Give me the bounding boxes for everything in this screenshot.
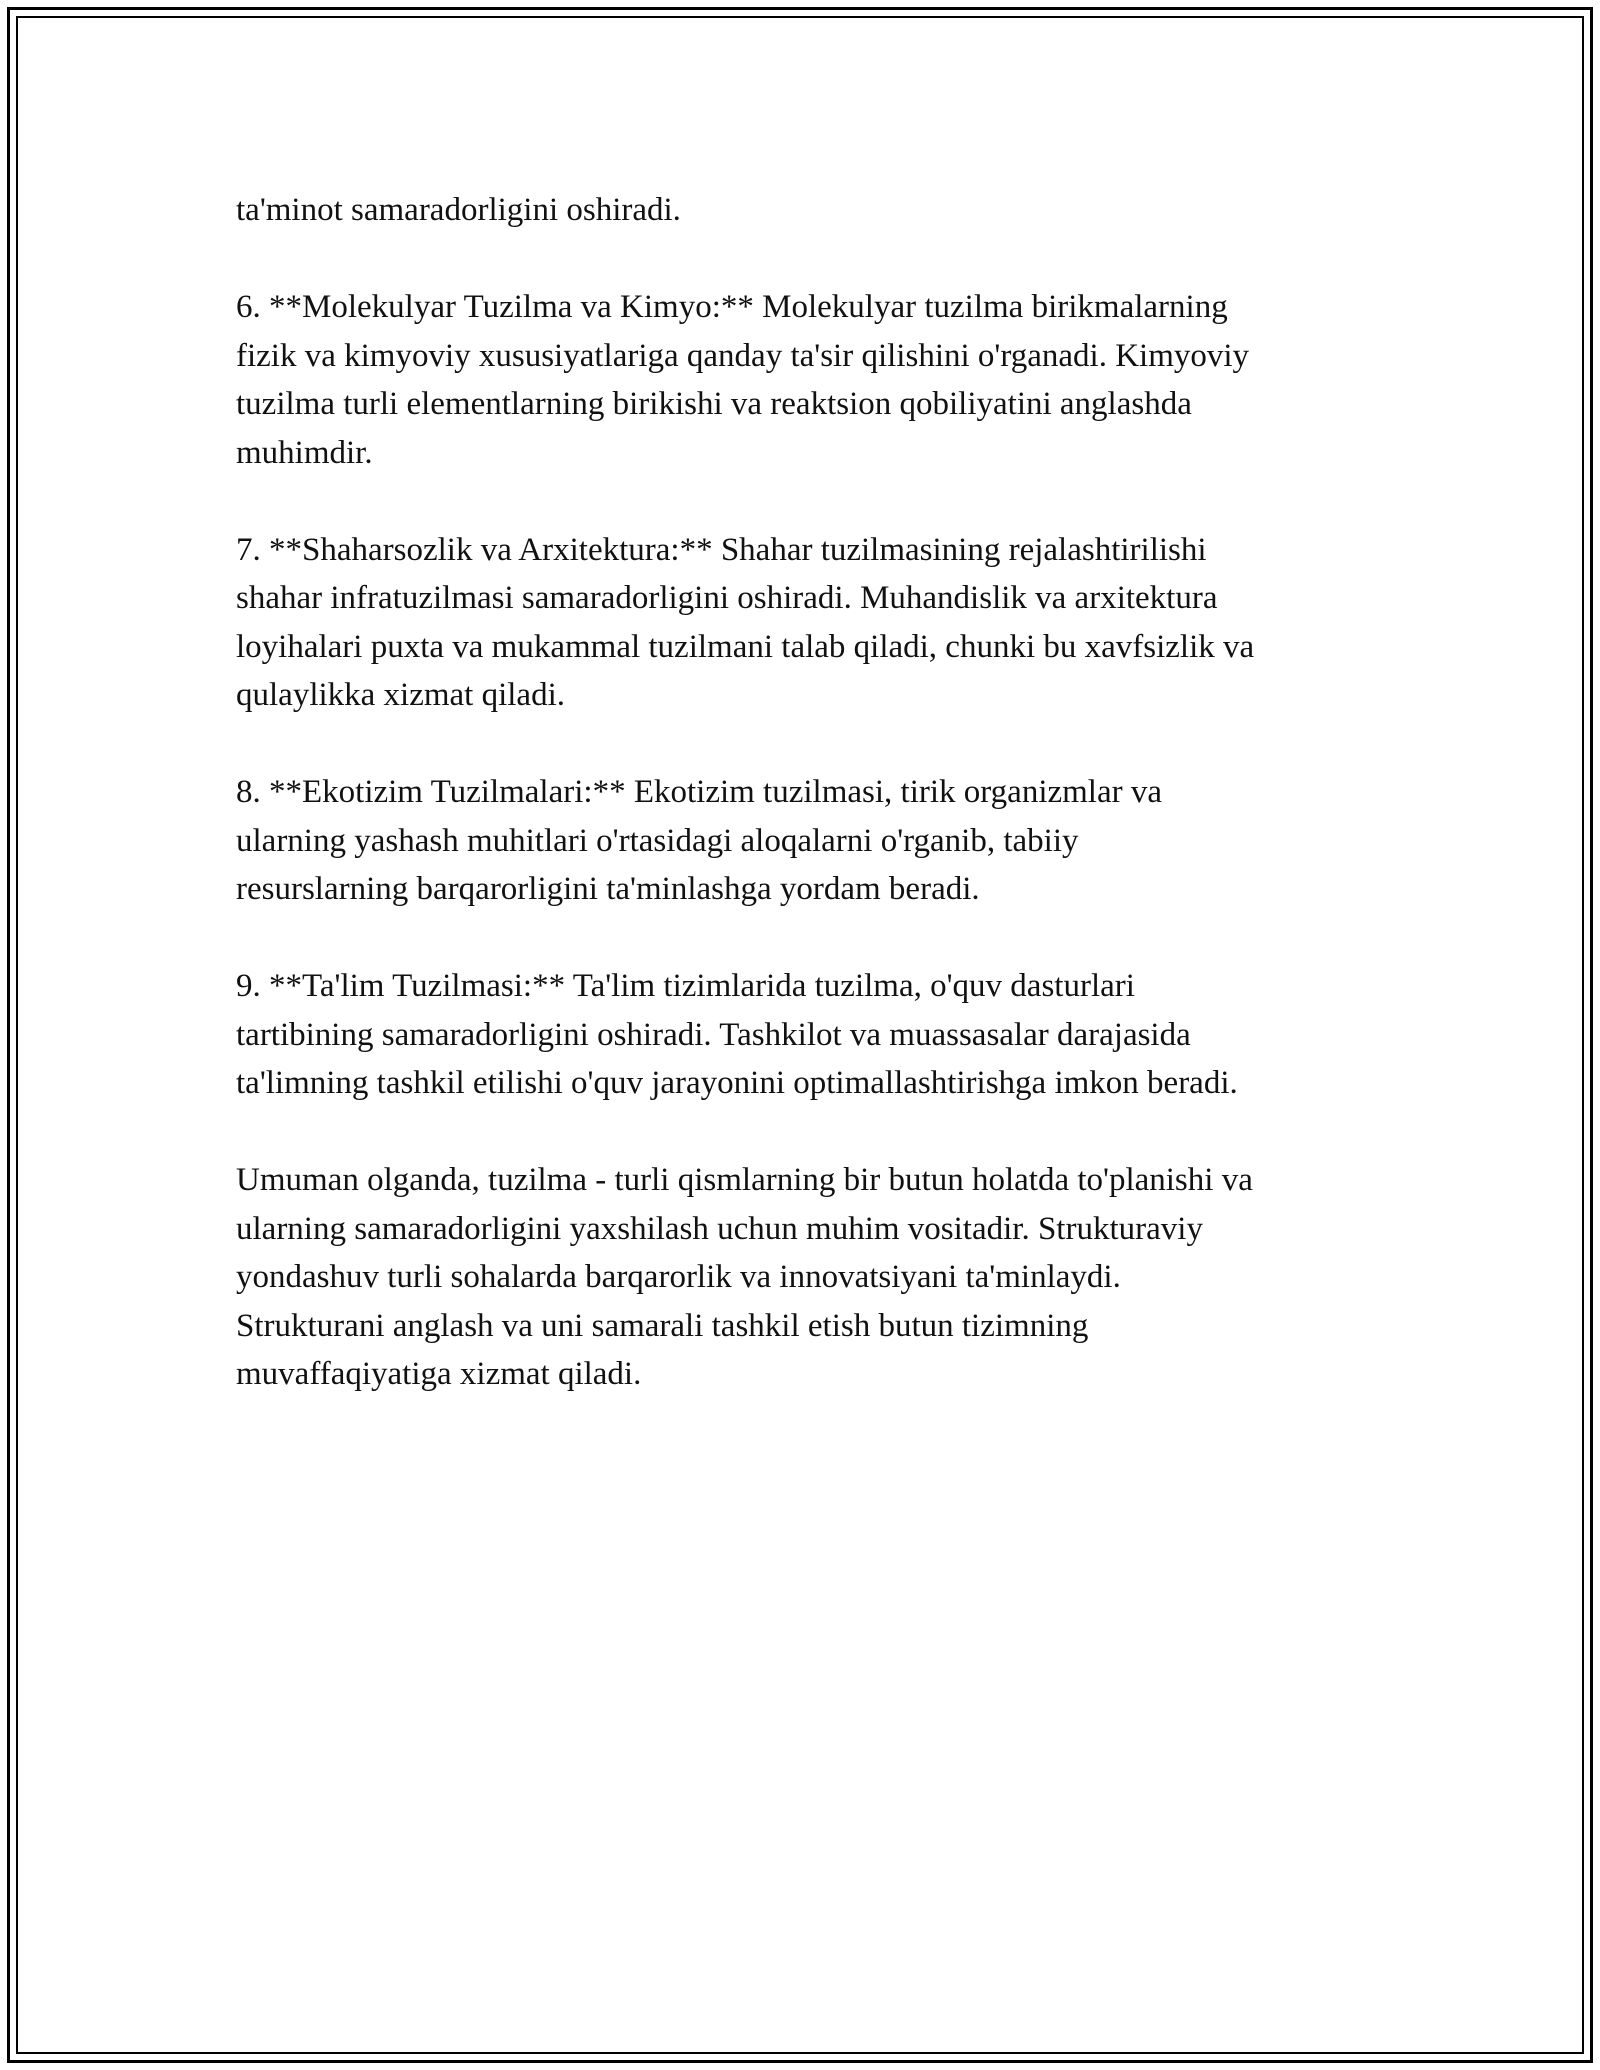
paragraph-item-7: 7. **Shaharsozlik va Arxitektura:** Shahar tuzilmasining rejalashtirilishi shahar infratuzilmasi samaradorligini oshiradi. Muhandislik va arxitektura loyihalari puxta va mukammal tuzilmani talab qiladi, chunki bu xavfsizlik va qulaylikka xizmat qiladi.: [236, 531, 1255, 713]
paragraph-item-8: 8. **Ekotizim Tuzilmalari:** Ekotizim tuzilmasi, tirik organizmlar va ularning yashash muhitlari o'rtasidagi aloqalarni o'rganib, tabiiy resurslarning barqarorligini ta'minlashga yordam beradi.: [236, 774, 1162, 907]
paragraph-continuation: ta'minot samaradorligini oshiradi.: [236, 192, 681, 228]
paragraph-item-6: 6. **Molekulyar Tuzilma va Kimyo:** Molekulyar tuzilma birikmalarning fizik va kimyoviy xususiyatlariga qanday ta'sir qilishini o'rganadi. Kimyoviy tuzilma turli elementlarning birikishi va reaktsion qobiliyatini anglashda muhimdir.: [236, 289, 1250, 471]
document-body: [236, 186, 1396, 1447]
paragraph-item-9: 9. **Ta'lim Tuzilmasi:** Ta'lim tizimlarida tuzilma, o'quv dasturlari tartibining samaradorligini oshiradi. Tashkilot va muassasalar darajasida ta'limning tashkil etilishi o'quv jarayonini optimallashtirishga imkon beradi.: [236, 968, 1238, 1101]
paragraph-conclusion: Umuman olganda, tuzilma - turli qismlarning bir butun holatda to'planishi va ularning samaradorligini yaxshilash uchun muhim vositadir. Strukturaviy yondashuv turli sohalarda barqarorlik va innovatsiyani ta'minlaydi. Strukturani anglash va uni samarali tashkil etish butun tizimning muvaffaqiyatiga xizmat qiladi.: [236, 1162, 1253, 1392]
